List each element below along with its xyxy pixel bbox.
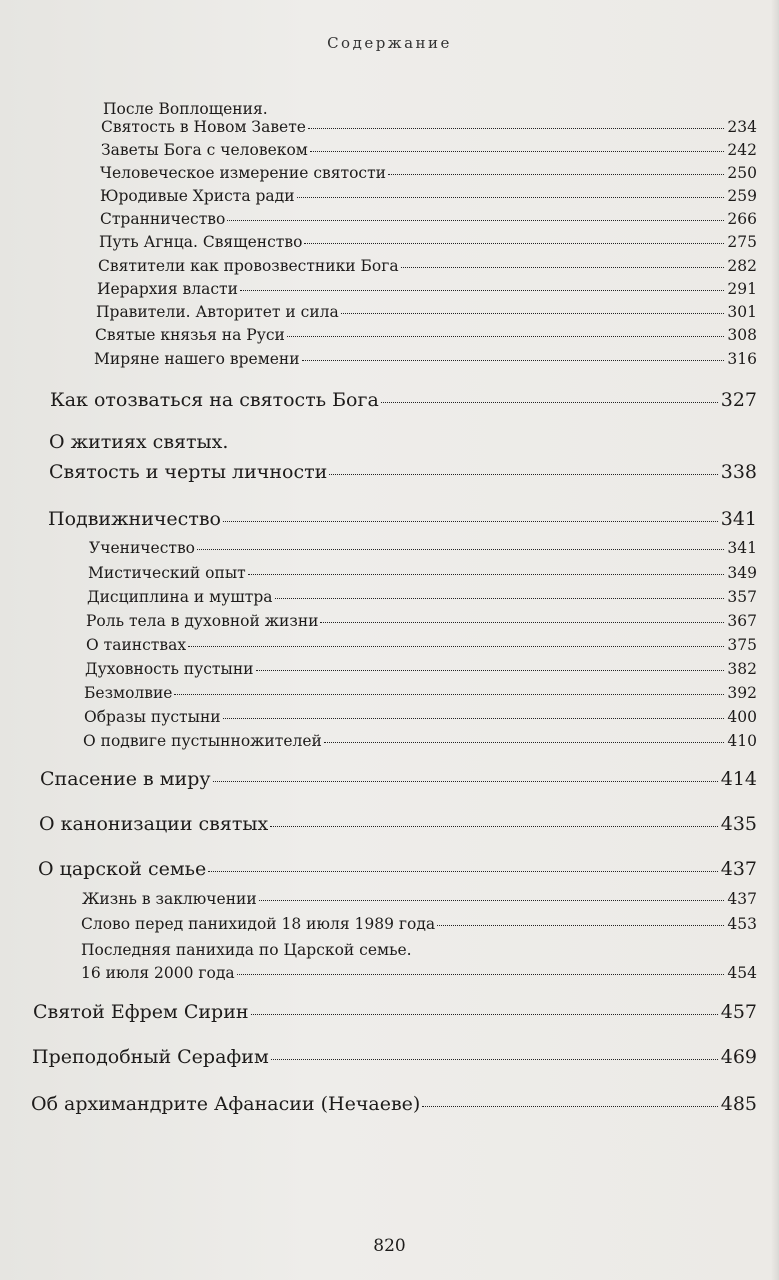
- toc-entry: [100, 164, 757, 182]
- toc-entry: [99, 233, 757, 251]
- toc-entry-title: Миряне нашего времени: [94, 350, 300, 368]
- toc-entry-page: 259: [727, 187, 757, 205]
- toc-entry-title: Иерархия власти: [97, 280, 238, 298]
- toc-entry: [101, 118, 757, 136]
- leader-dots: [308, 127, 724, 129]
- leader-dots: [324, 741, 725, 743]
- toc-entry-title: О царской семье: [38, 858, 207, 880]
- toc-entry-main: [49, 461, 757, 483]
- toc-entry: [101, 141, 757, 159]
- toc-entry: [83, 732, 757, 750]
- toc-entry: [85, 660, 757, 678]
- toc-entry: [84, 708, 757, 726]
- toc-entry: [87, 588, 757, 606]
- toc-entry: [94, 350, 757, 368]
- toc-entry-title: Правители. Авторитет и сила: [96, 303, 339, 321]
- toc-entry-page: 437: [720, 858, 757, 880]
- leader-dots: [341, 312, 725, 314]
- toc-entry-title: Преподобный Серафим: [32, 1046, 269, 1068]
- leader-dots: [271, 1058, 718, 1060]
- leader-dots: [422, 1105, 717, 1107]
- toc-entry-title: Слово перед панихидой 18 июля 1989 года: [81, 915, 436, 933]
- toc-entry: [89, 539, 757, 557]
- toc-entry-title: Образы пустыни: [84, 708, 221, 726]
- toc-entry-page: 301: [727, 303, 757, 321]
- toc-entry-title: Об архимандрите Афанасии (Нечаеве): [31, 1093, 421, 1115]
- toc-entry-title: Человеческое измерение святости: [100, 164, 387, 182]
- leader-dots: [297, 196, 725, 198]
- toc-entry-page: 375: [727, 636, 757, 654]
- leader-dots: [320, 621, 724, 623]
- toc-entry-page: 437: [727, 890, 757, 908]
- toc-entry-title: Юродивые Христа ради: [100, 187, 295, 205]
- toc-entry-page: 414: [720, 768, 757, 790]
- toc-entry-main: [50, 389, 757, 411]
- toc-entry-title: О канонизации святых: [39, 813, 269, 835]
- toc-entry-main: [48, 508, 757, 530]
- toc-entry-continued: После Воплощения.: [103, 100, 268, 118]
- toc-entry-main-line1: О житиях святых.: [49, 431, 229, 453]
- toc-entry-page: 316: [727, 350, 757, 368]
- toc-entry-title: Мистический опыт: [88, 564, 246, 582]
- leader-dots: [401, 266, 725, 268]
- leader-dots: [213, 780, 718, 782]
- leader-dots: [197, 548, 724, 550]
- leader-dots: [329, 473, 717, 475]
- toc-entry: [100, 187, 757, 205]
- leader-dots: [388, 173, 724, 175]
- toc-entry-page: 457: [720, 1001, 757, 1023]
- leader-dots: [304, 242, 724, 244]
- toc-entry: [86, 612, 757, 630]
- toc-entry-page: 341: [727, 539, 757, 557]
- toc-entry-title: О подвиге пустынножителей: [83, 732, 322, 750]
- toc-entry-page: 338: [720, 461, 757, 483]
- toc-entry-main: [32, 1046, 757, 1068]
- leader-dots: [275, 597, 725, 599]
- toc-entry-page: 250: [727, 164, 757, 182]
- toc-entry: [84, 684, 757, 702]
- running-header: Содержание: [327, 34, 452, 52]
- toc-entry-title: Странничество: [100, 210, 226, 228]
- toc-entry-title: Безмолвие: [84, 684, 173, 702]
- leader-dots: [270, 825, 718, 827]
- toc-entry-page: 242: [727, 141, 757, 159]
- toc-entry-page: 435: [720, 813, 757, 835]
- toc-entry-page: 400: [727, 708, 757, 726]
- toc-entry-main: [40, 768, 757, 790]
- leader-dots: [259, 899, 725, 901]
- leader-dots: [302, 359, 725, 361]
- toc-entry-title: Жизнь в заключении: [82, 890, 257, 908]
- leader-dots: [287, 335, 725, 337]
- toc-entry-main: [38, 858, 757, 880]
- toc-entry: [86, 636, 757, 654]
- toc-entry-title: Заветы Бога с человеком: [101, 141, 308, 159]
- page-number: 820: [373, 1236, 406, 1256]
- toc-entry-title: Святой Ефрем Сирин: [33, 1001, 249, 1023]
- toc-entry-page: 357: [727, 588, 757, 606]
- toc-entry-page: 382: [727, 660, 757, 678]
- toc-entry: [98, 257, 757, 275]
- toc-entry: [95, 326, 757, 344]
- toc-entry-title: О таинствах: [86, 636, 187, 654]
- toc-entry: [96, 303, 757, 321]
- toc-entry-page: 469: [720, 1046, 757, 1068]
- toc-entry-page: 282: [727, 257, 757, 275]
- leader-dots: [381, 401, 718, 403]
- toc-entry-title: Святость в Новом Завете: [101, 118, 306, 136]
- leader-dots: [310, 150, 725, 152]
- toc-entry-title: Подвижничество: [48, 508, 221, 530]
- toc-entry-title: Ученичество: [89, 539, 196, 557]
- toc-entry: [81, 915, 757, 933]
- toc-entry-title: Спасение в миру: [40, 768, 211, 790]
- toc-entry-title: Святые князья на Руси: [95, 326, 285, 344]
- toc-entry-page: 341: [720, 508, 757, 530]
- toc-entry: [97, 280, 757, 298]
- toc-entry-title: Как отозваться на святость Бога: [50, 389, 379, 411]
- leader-dots: [248, 573, 725, 575]
- toc-entry-title: Духовность пустыни: [85, 660, 254, 678]
- toc-entry-page: 367: [727, 612, 757, 630]
- leader-dots: [251, 1013, 718, 1015]
- page-edge-shadow: [771, 0, 779, 1280]
- leader-dots: [237, 973, 725, 975]
- toc-entry-page: 392: [727, 684, 757, 702]
- toc-entry-title: Святители как провозвестники Бога: [98, 257, 399, 275]
- toc-entry: [88, 564, 757, 582]
- toc-entry-main: [33, 1001, 757, 1023]
- toc-entry-page: 266: [727, 210, 757, 228]
- leader-dots: [188, 645, 724, 647]
- toc-entry-page: 454: [727, 964, 757, 982]
- toc-entry-page: 234: [727, 118, 757, 136]
- leader-dots: [240, 289, 724, 291]
- toc-entry-title: Святость и черты личности: [49, 461, 328, 483]
- leader-dots: [227, 219, 724, 221]
- toc-entry-page: 349: [727, 564, 757, 582]
- toc-entry: [82, 890, 757, 908]
- leader-dots: [174, 693, 724, 695]
- toc-entry-main: [39, 813, 757, 835]
- toc-entry-main: [31, 1093, 757, 1115]
- toc-entry-title: Путь Агнца. Священство: [99, 233, 303, 251]
- leader-dots: [208, 870, 717, 872]
- toc-entry-page: 327: [720, 389, 757, 411]
- leader-dots: [256, 669, 725, 671]
- toc-entry-line1: Последняя панихида по Царской семье.: [81, 941, 412, 959]
- toc-entry-page: 485: [720, 1093, 757, 1115]
- toc-entry-title: Роль тела в духовной жизни: [86, 612, 319, 630]
- toc-entry-page: 308: [727, 326, 757, 344]
- toc-entry-page: 291: [727, 280, 757, 298]
- toc-entry-page: 410: [727, 732, 757, 750]
- leader-dots: [223, 717, 725, 719]
- toc-entry-title: 16 июля 2000 года: [81, 964, 235, 982]
- leader-dots: [437, 924, 724, 926]
- toc-entry-page: 453: [727, 915, 757, 933]
- leader-dots: [223, 520, 718, 522]
- toc-entry-title: Дисциплина и муштра: [87, 588, 273, 606]
- toc-entry: [100, 210, 757, 228]
- toc-entry-page: 275: [727, 233, 757, 251]
- toc-entry: [81, 964, 757, 982]
